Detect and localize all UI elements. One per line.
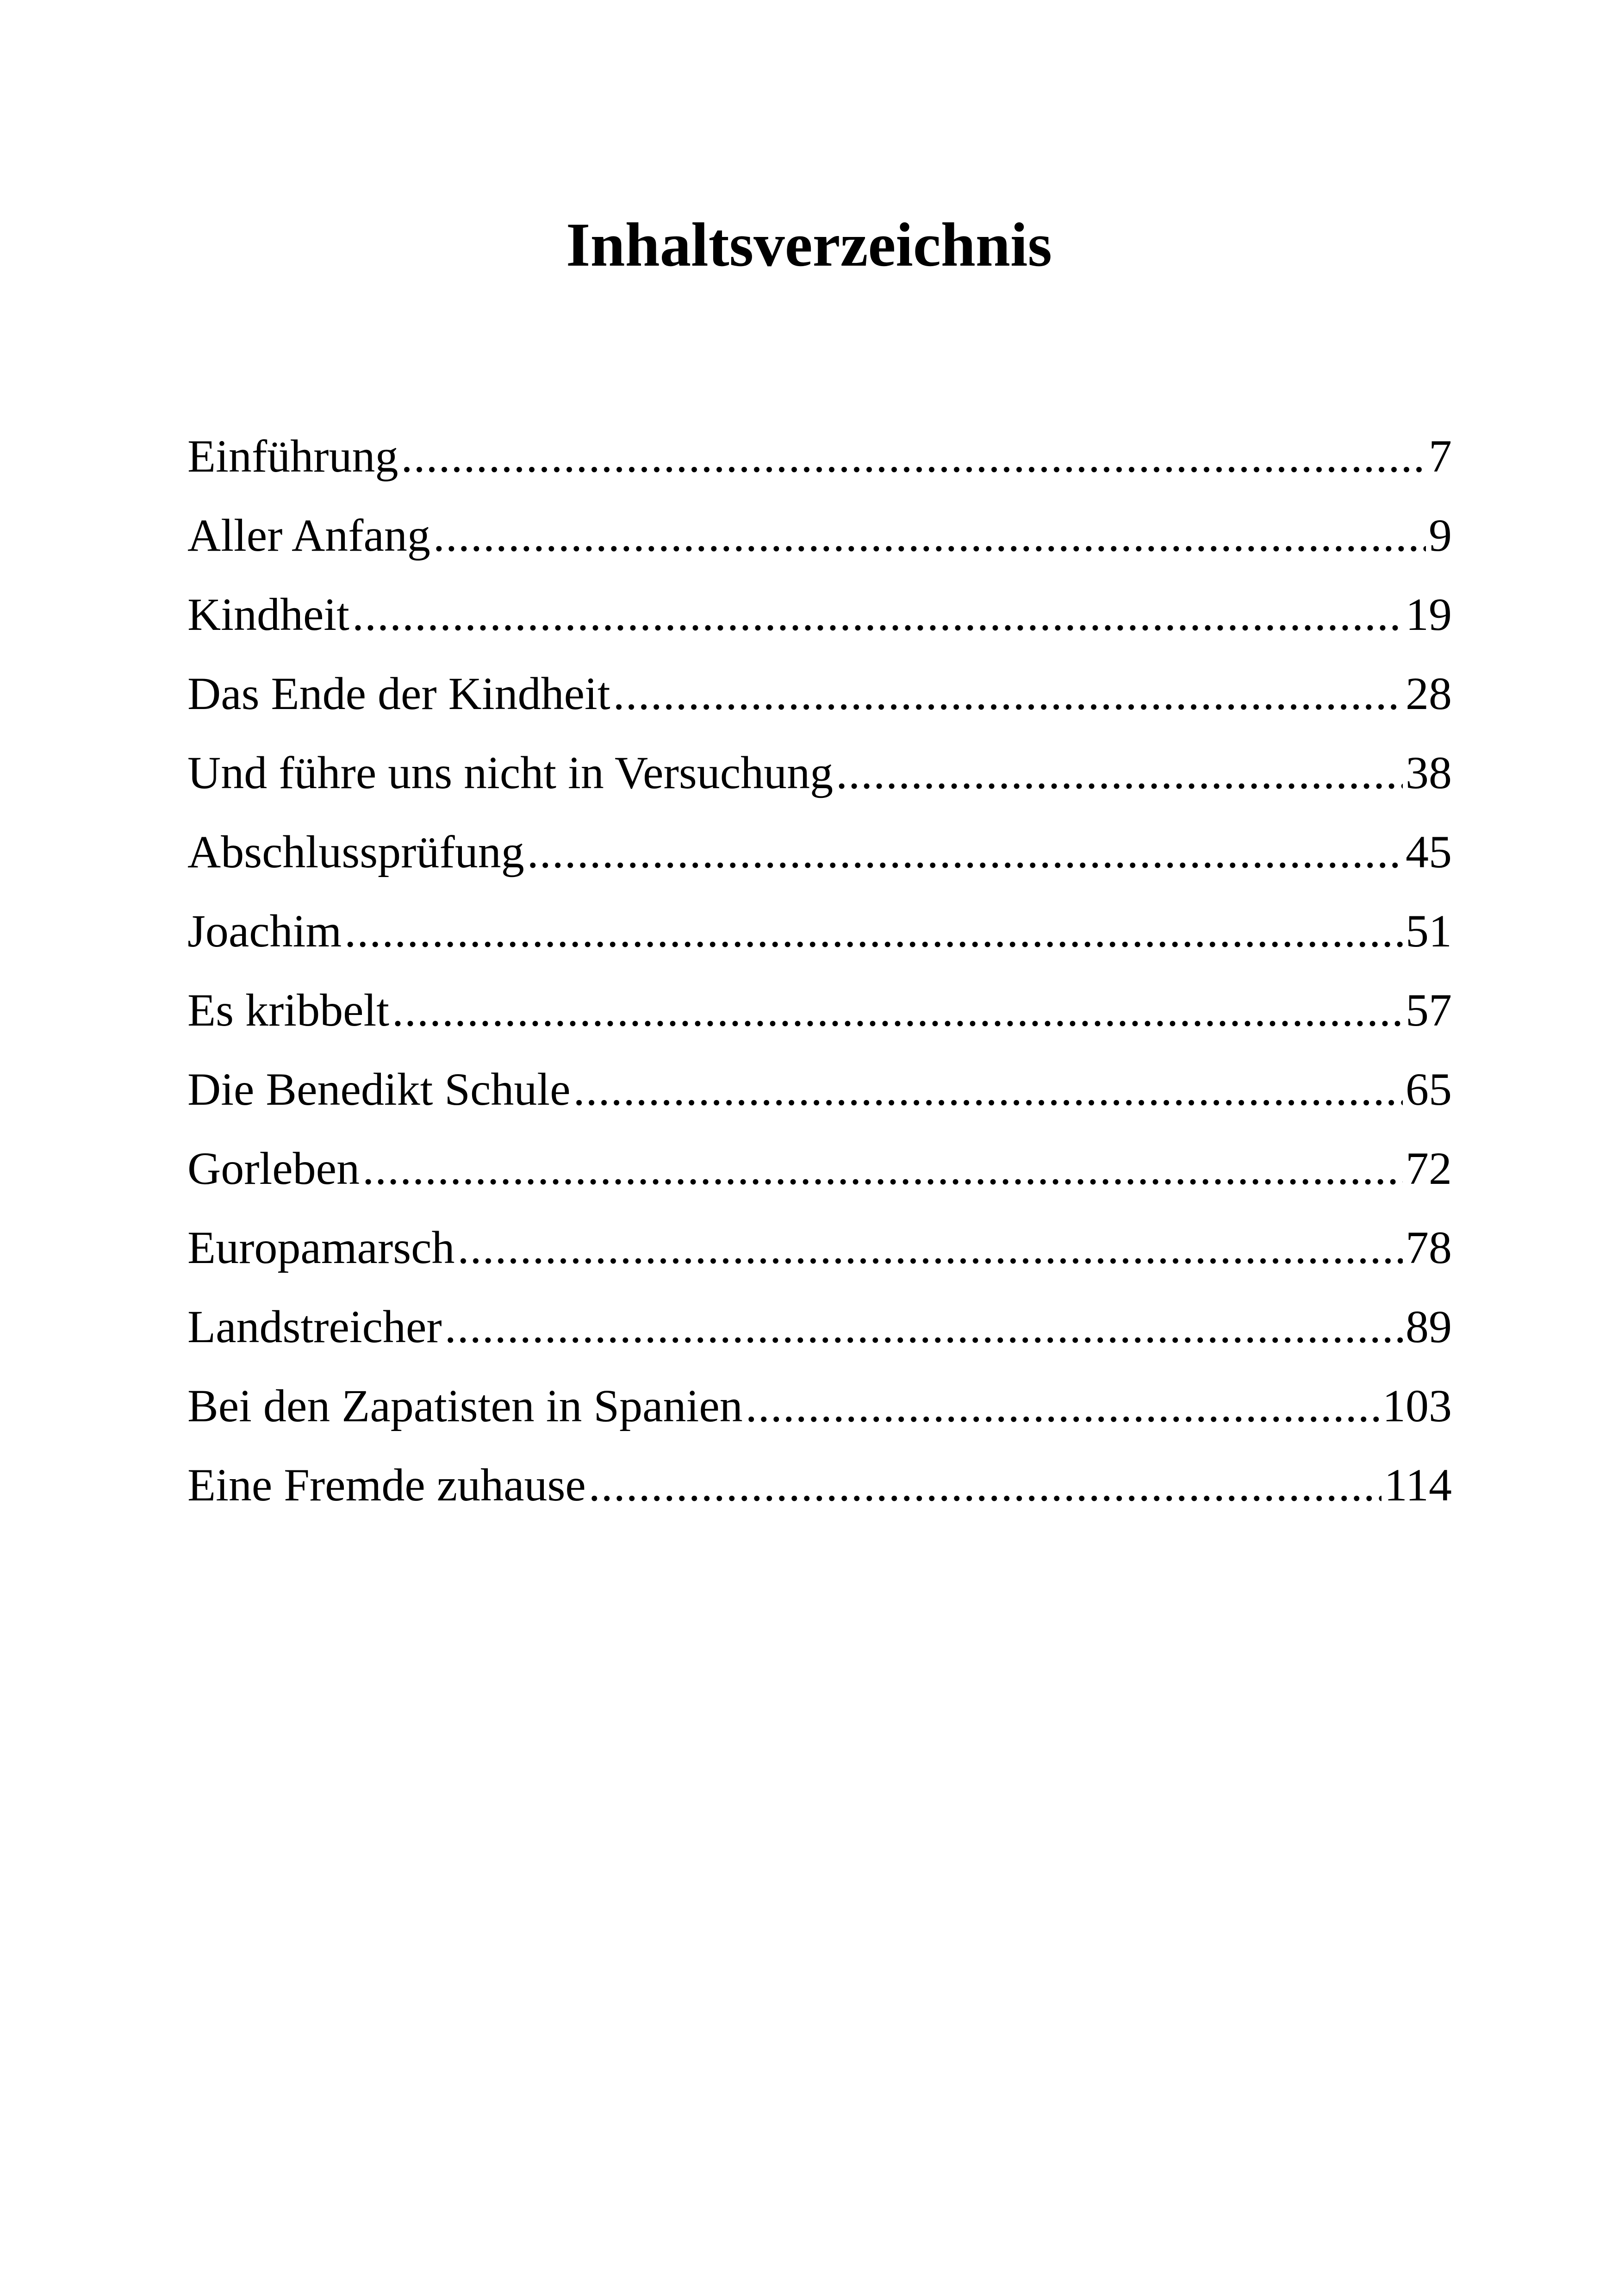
toc-entry	[187, 575, 1452, 654]
dot-leader	[352, 575, 1403, 654]
toc-entry	[187, 496, 1452, 575]
dot-leader	[458, 1208, 1403, 1287]
dot-leader	[527, 812, 1403, 891]
toc-entry-page-number: 19	[1406, 589, 1452, 640]
toc-entry	[187, 1050, 1452, 1129]
toc-entry-title: Bei den Zapatisten in Spanien	[187, 1380, 743, 1431]
toc-entry	[187, 971, 1452, 1050]
table-of-contents	[187, 417, 1452, 1524]
dot-leader	[613, 654, 1403, 733]
toc-entry	[187, 1129, 1452, 1208]
dot-leader	[344, 891, 1403, 971]
toc-entry-title: Landstreicher	[187, 1301, 442, 1352]
toc-entry	[187, 1366, 1452, 1445]
dot-leader	[836, 733, 1403, 812]
dot-leader	[433, 496, 1426, 575]
toc-entry	[187, 891, 1452, 971]
toc-entry-title: Die Benedikt Schule	[187, 1064, 571, 1115]
toc-entry-title: Joachim	[187, 905, 342, 957]
toc-entry-page-number: 72	[1406, 1143, 1452, 1194]
dot-leader	[573, 1050, 1403, 1129]
page-title: Inhaltsverzeichnis	[566, 211, 1052, 280]
toc-entry-page-number: 38	[1406, 747, 1452, 798]
dot-leader	[746, 1366, 1380, 1445]
toc-entry-title: Kindheit	[187, 589, 349, 640]
toc-entry-page-number: 78	[1406, 1222, 1452, 1273]
dot-leader	[445, 1287, 1403, 1366]
toc-entry	[187, 812, 1452, 891]
dot-leader	[589, 1445, 1382, 1524]
toc-entry-page-number: 57	[1406, 984, 1452, 1036]
toc-entry	[187, 654, 1452, 733]
toc-entry	[187, 1445, 1452, 1524]
toc-entry	[187, 1287, 1452, 1366]
toc-entry-title: Abschlussprüfung	[187, 826, 524, 877]
toc-entry-title: Gorleben	[187, 1143, 360, 1194]
dot-leader	[392, 971, 1403, 1050]
toc-entry-page-number: 51	[1406, 905, 1452, 957]
toc-entry	[187, 733, 1452, 812]
toc-entry-title: Das Ende der Kindheit	[187, 668, 610, 719]
toc-entry-page-number: 103	[1382, 1380, 1452, 1431]
toc-entry-page-number: 114	[1384, 1459, 1452, 1511]
toc-entry-page-number: 89	[1406, 1301, 1452, 1352]
toc-entry-title: Europamarsch	[187, 1222, 455, 1273]
toc-entry-title: Es kribbelt	[187, 984, 390, 1036]
toc-entry-title: Aller Anfang	[187, 510, 430, 561]
toc-entry-title: Und führe uns nicht in Versuchung	[187, 747, 834, 798]
toc-entry-title: Eine Fremde zuhause	[187, 1459, 586, 1511]
toc-entry-page-number: 28	[1406, 668, 1452, 719]
dot-leader	[362, 1129, 1403, 1208]
toc-entry	[187, 417, 1452, 496]
toc-entry-page-number: 65	[1406, 1064, 1452, 1115]
toc-entry-page-number: 45	[1406, 826, 1452, 877]
toc-entry	[187, 1208, 1452, 1287]
dot-leader	[401, 417, 1426, 496]
toc-entry-title: Einführung	[187, 430, 398, 482]
toc-entry-page-number: 9	[1429, 510, 1452, 561]
toc-entry-page-number: 7	[1429, 430, 1452, 482]
